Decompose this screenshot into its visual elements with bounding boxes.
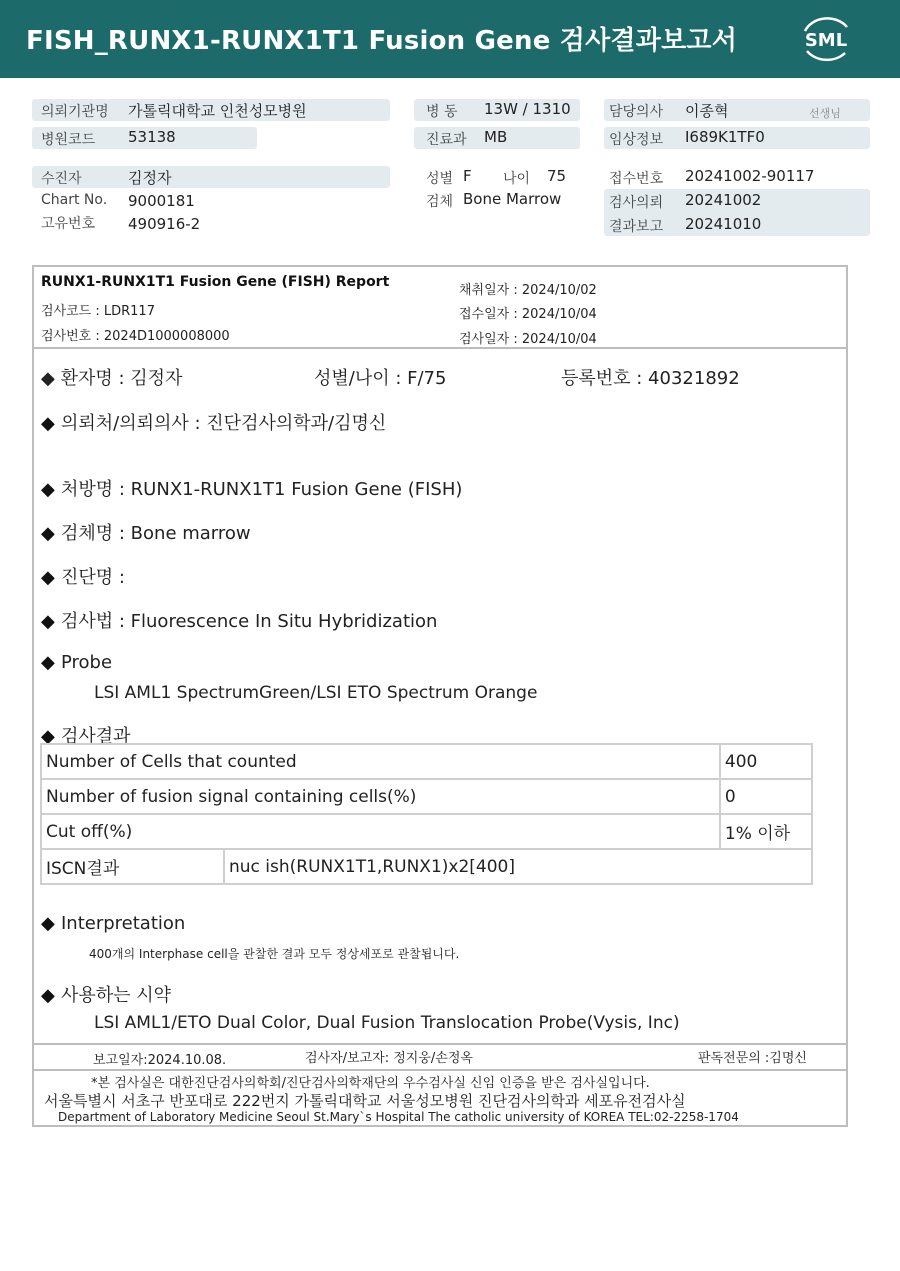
age-value: 75 xyxy=(547,167,567,185)
prescription: 처방명 : RUNX1-RUNX1T1 Fusion Gene (FISH) xyxy=(61,479,463,500)
table-row xyxy=(41,814,812,849)
reagent-title-line xyxy=(41,981,171,1007)
clinical-label: 임상정보 xyxy=(609,132,664,148)
specimen-name: 검체명 : Bone marrow xyxy=(61,523,251,544)
bullet-diamond: ◆ xyxy=(41,523,55,544)
divider xyxy=(34,1043,846,1045)
lab-address: 서울특별시 서초구 반포대로 222번지 가톨릭대학교 서울성모병원 진단검사의학과 세포유전검사실 xyxy=(44,1092,686,1110)
iscn-label: ISCN결과 xyxy=(41,849,224,884)
row-label: Number of Cells that counted xyxy=(41,744,720,779)
divider xyxy=(34,1069,846,1071)
institution-value: 가톨릭대학교 인천성모병원 xyxy=(128,102,307,120)
registration-no: 등록번호 : 40321892 xyxy=(561,368,740,389)
test-no: 검사번호 : 2024D1000008000 xyxy=(41,329,230,344)
row-label: Number of fusion signal containing cells(%) xyxy=(41,779,720,814)
unique-label: 고유번호 xyxy=(41,216,96,232)
bullet-diamond: ◆ xyxy=(41,567,55,588)
row-label: Cut off(%) xyxy=(41,814,720,849)
patient-label: 수진자 xyxy=(41,171,82,187)
table-row xyxy=(41,744,812,779)
report-header xyxy=(34,267,846,349)
doctor-value: 이종혁 xyxy=(685,102,729,120)
receipt-date: 접수일자 : 2024/10/04 xyxy=(459,307,597,322)
patient-bar xyxy=(32,166,390,188)
result-date-label: 결과보고 xyxy=(609,219,664,235)
specimen-value: Bone Marrow xyxy=(463,190,562,208)
result-title: 검사결과 xyxy=(61,726,131,747)
table-row xyxy=(41,779,812,814)
page-title: FISH_RUNX1-RUNX1T1 Fusion Gene 검사결과보고서 xyxy=(26,26,738,56)
clinical-value: I689K1TF0 xyxy=(685,128,765,146)
report-box xyxy=(32,265,848,1127)
probe-value: LSI AML1 SpectrumGreen/LSI ETO Spectrum Orange xyxy=(94,683,538,703)
logo-text: SML xyxy=(804,30,848,51)
diagnosis-line xyxy=(41,563,125,589)
specialist: 판독전문의 :김명신 xyxy=(698,1051,807,1066)
reagent-title: 사용하는 시약 xyxy=(61,985,172,1006)
patient-name: ◆ 환자명 : 김정자 xyxy=(41,368,183,389)
interpretation: 400개의 Interphase cell을 관찰한 결과 모두 정상세포로 관찰됩니다. xyxy=(89,947,460,961)
bullet-diamond: ◆ xyxy=(41,479,55,500)
sml-logo xyxy=(797,13,855,65)
probe-title-line xyxy=(41,652,112,673)
reporters: 검사자/보고자: 정지웅/손정옥 xyxy=(305,1051,473,1066)
test-date: 검사일자 : 2024/10/04 xyxy=(459,332,597,347)
method: 검사법 : Fluorescence In Situ Hybridization xyxy=(61,611,438,632)
diagnosis: 진단명 : xyxy=(61,567,125,588)
row-value: 0 xyxy=(720,779,812,814)
iscn-value: nuc ish(RUNX1T1,RUNX1)x2[400] xyxy=(224,849,812,884)
interp-title: Interpretation xyxy=(61,913,186,934)
result-table xyxy=(40,743,813,885)
doctor-suffix: 선생님 xyxy=(809,107,841,120)
row-value: 400 xyxy=(720,744,812,779)
hospital-code-label: 병원코드 xyxy=(41,132,96,148)
sex-label: 성별 xyxy=(426,171,454,187)
request-date-label: 검사의뢰 xyxy=(609,195,664,211)
receipt-no-label: 접수번호 xyxy=(609,171,664,187)
result-date-value: 20241010 xyxy=(685,215,762,233)
specimen-line xyxy=(41,519,251,545)
requester: 의뢰처/의뢰의사 : 진단검사의학과/김명신 xyxy=(61,413,387,434)
collect-date: 채취일자 : 2024/10/02 xyxy=(459,283,597,298)
doctor-label: 담당의사 xyxy=(609,104,664,120)
sex-value: F xyxy=(463,167,472,185)
dept-label: 진료과 xyxy=(426,132,467,148)
bullet-diamond: ◆ xyxy=(41,652,55,673)
test-code: 검사코드 : LDR117 xyxy=(41,304,155,319)
dept-value: MB xyxy=(484,128,508,146)
sex-age: 성별/나이 : F/75 xyxy=(314,368,447,389)
page-header xyxy=(0,0,900,78)
bullet-diamond: ◆ xyxy=(41,985,55,1006)
bullet-diamond: ◆ xyxy=(41,726,55,747)
prescription-line xyxy=(41,475,462,501)
report-date: 보고일자:2024.10.08. xyxy=(93,1053,227,1068)
chart-value: 9000181 xyxy=(128,192,195,210)
unique-value: 490916-2 xyxy=(128,215,201,233)
hospital-code-value: 53138 xyxy=(128,128,176,146)
reagent: LSI AML1/ETO Dual Color, Dual Fusion Translocation Probe(Vysis, Inc) xyxy=(94,1013,680,1033)
request-date-value: 20241002 xyxy=(685,191,762,209)
ward-label: 병 동 xyxy=(426,104,458,120)
row-value: 1% 이하 xyxy=(720,814,812,849)
table-row xyxy=(41,849,812,884)
bullet-diamond: ◆ xyxy=(41,413,55,434)
requester-line xyxy=(41,409,386,435)
report-title: RUNX1-RUNX1T1 Fusion Gene (FISH) Report xyxy=(41,274,390,290)
interp-title-line xyxy=(41,913,185,934)
certification: *본 검사실은 대한진단검사의학회/진단검사의학재단의 우수검사실 신임 인증을 받은 검사실입니다. xyxy=(91,1076,650,1091)
receipt-no-value: 20241002-90117 xyxy=(685,167,815,185)
method-line xyxy=(41,607,437,633)
age-label: 나이 xyxy=(503,171,531,187)
institution-label: 의뢰기관명 xyxy=(41,104,109,120)
dept-english: Department of Laboratory Medicine Seoul St.Mary`s Hospital The catholic university of KOREA TEL:02-2258-1704 xyxy=(58,1110,739,1124)
bullet-diamond: ◆ xyxy=(41,611,55,632)
chart-label: Chart No. xyxy=(41,192,108,208)
probe-title: Probe xyxy=(61,652,113,673)
specimen-label: 검체 xyxy=(426,194,454,210)
patient-value: 김정자 xyxy=(128,169,172,187)
ward-value: 13W / 1310 xyxy=(484,100,571,118)
bullet-diamond: ◆ xyxy=(41,913,55,934)
